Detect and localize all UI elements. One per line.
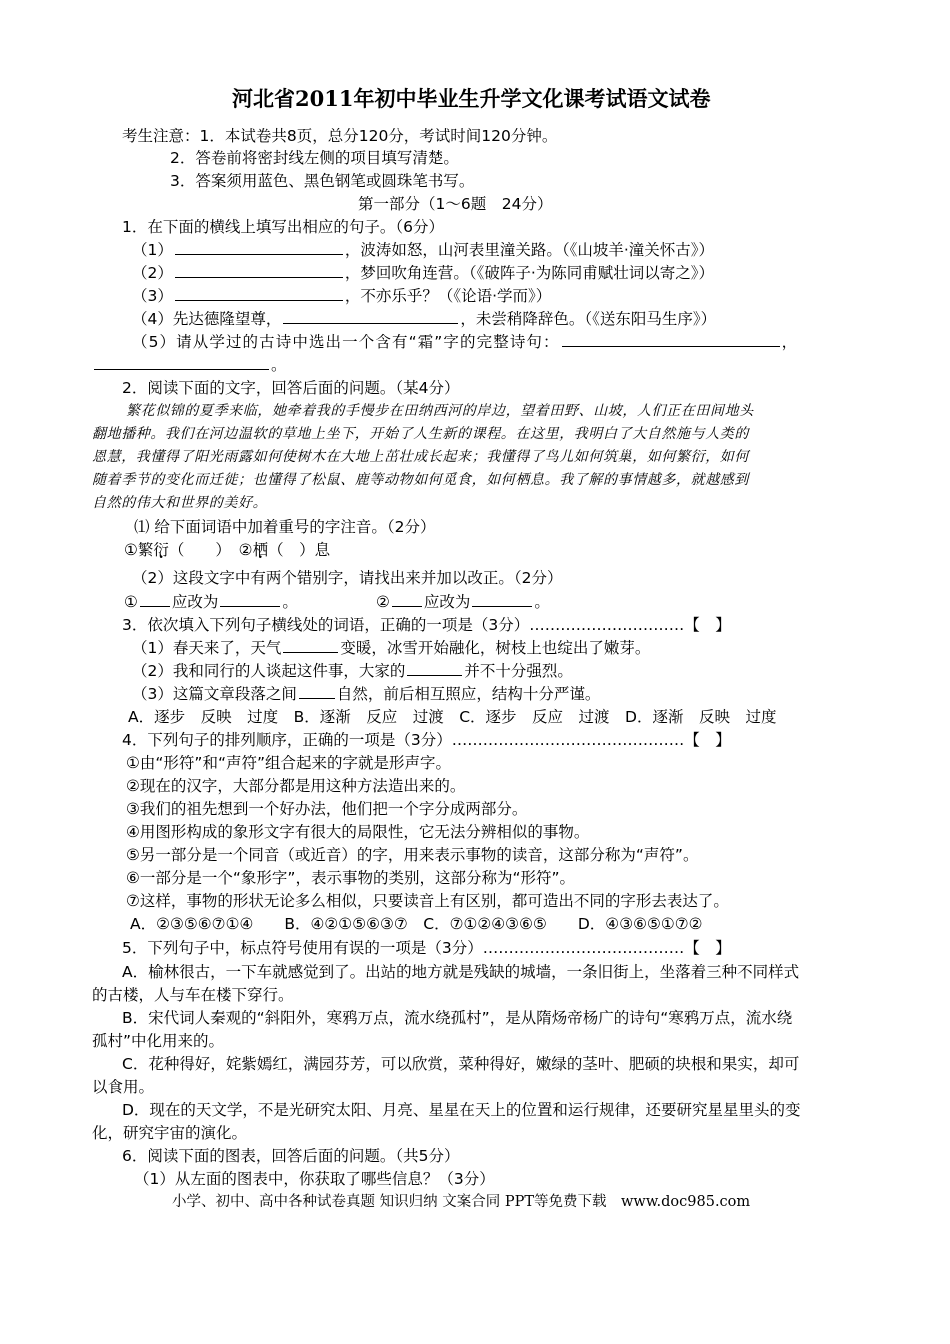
exam-title: 河北省2011年初中毕业生升学文化课考试语文试卷 bbox=[232, 86, 711, 111]
q2-blank-4[interactable] bbox=[472, 591, 532, 607]
q2-passage-4: 随着季节的变化而迁徙；也懂得了松鼠、鹿等动物如何觅食，如何栖息。我了解的事情越多，就越感到 bbox=[92, 472, 749, 488]
q3-blank-1[interactable] bbox=[283, 637, 338, 653]
q2-passage-3: 恩慧，我懂得了阳光雨露如何使树木在大地上茁壮成长起来；我懂得了鸟儿如何筑巢，如何繁衍，如何 bbox=[92, 449, 749, 465]
q1-item-1: （1） ，波涛如怒，山河表里潼关路。（《山坡羊·潼关怀古》） bbox=[132, 241, 715, 259]
q2-blank-2[interactable] bbox=[220, 591, 280, 607]
q5-option-c2: 以食用。 bbox=[92, 1078, 155, 1096]
q1-blank-5[interactable] bbox=[562, 331, 780, 347]
q3-item-2: （2）我和同行的人谈起这件事，大家的 并不十分强烈。 bbox=[132, 662, 573, 680]
q5-option-d1: D．现在的天文学，不是光研究太阳、月亮、星星在天上的位置和运行规律，还要研究星星里头的变 bbox=[122, 1101, 801, 1119]
notice-3: 3．答案须用蓝色、黑色钢笔或圆珠笔书写。 bbox=[170, 172, 475, 190]
q1-stem: 1．在下面的横线上填写出相应的句子。（6分） bbox=[122, 218, 444, 236]
q3-blank-3[interactable] bbox=[299, 683, 335, 699]
q2-stem: 2．阅读下面的文字，回答后面的问题。（某4分） bbox=[122, 379, 460, 397]
part1-heading: 第一部分（1～6题 24分） bbox=[358, 195, 553, 213]
q1-blank-2[interactable] bbox=[175, 262, 343, 278]
footer-ad: 小学、初中、高中各种试卷真题 知识归纳 文案合同 PPT等免费下载 www.doc985.com bbox=[172, 1194, 751, 1210]
q2-sub-2-items: ① 应改为 。 bbox=[124, 593, 298, 611]
q2-sub-2-items-b: ② 应改为 。 bbox=[376, 593, 550, 611]
q4-stem: 4．下列句子的排列顺序，正确的一项是（3分）………………………………………【 】 bbox=[122, 731, 731, 749]
q1-item-4: （4）先达德隆望尊， ，未尝稍降辞色。（《送东阳马生序》） bbox=[132, 310, 717, 328]
q4-sentence-7: ⑦这样，事物的形状无论多么相似，只要读音上有区别，都可造出不同的字形去表达了。 bbox=[126, 892, 729, 910]
q2-passage-5: 自然的伟大和世界的美好。 bbox=[92, 495, 268, 511]
notice-2: 2．答卷前将密封线左侧的项目填写清楚。 bbox=[170, 149, 459, 167]
q1-item-5-cont: 。 bbox=[92, 354, 287, 376]
q3-blank-2[interactable] bbox=[407, 660, 462, 676]
q4-sentence-4: ④用图形构成的象形文字有很大的局限性，它无法分辨相似的事物。 bbox=[126, 823, 590, 841]
q1-blank-1[interactable] bbox=[175, 239, 343, 255]
q5-option-b2: 孤村”中化用来的。 bbox=[92, 1032, 225, 1050]
q1-blank-6[interactable] bbox=[94, 354, 269, 370]
q1-item-5: （5）请从学过的古诗中选出一个含有“霜”字的完整诗句： ， bbox=[132, 333, 799, 351]
q5-option-b1: B．宋代词人秦观的“斜阳外，寒鸦万点，流水绕孤村”，是从隋炀帝杨广的诗句“寒鸦万点，流水绕 bbox=[122, 1009, 793, 1027]
q3-item-1: （1）春天来了，天气 变暖，冰雪开始融化，树枝上也绽出了嫩芽。 bbox=[132, 639, 651, 657]
q5-option-a1: A．榆林很古，一下车就感觉到了。出站的地方就是残缺的城墙，一条旧街上，坐落着三种不同样式 bbox=[122, 963, 800, 981]
notice-1: 考生注意：1．本试卷共8页，总分120分，考试时间120分钟。 bbox=[122, 127, 558, 145]
q5-stem: 5．下列句子中，标点符号使用有误的一项是（3分）…………………………………【 】 bbox=[122, 939, 731, 957]
q5-option-c1: C．花种得好，姹紫嫣红，满园芬芳，可以欣赏，菜种得好，嫩绿的茎叶、肥硕的块根和果实，却可 bbox=[122, 1055, 800, 1073]
q4-sentence-2: ②现在的汉字，大部分都是用这种方法造出来的。 bbox=[126, 777, 466, 795]
q2-blank-1[interactable] bbox=[140, 591, 170, 607]
q2-passage-2: 翻地播种。我们在河边温软的草地上坐下，开始了人生新的课程。在这里，我明白了大自然施与人类的 bbox=[92, 426, 749, 442]
q4-options: A．②③⑤⑥⑦①④ B．④②①⑤⑥③⑦ C．⑦①②④③⑥⑤ D．④③⑥⑤①⑦② bbox=[130, 915, 703, 933]
q2-sub-1: ⑴ 给下面词语中加着重号的字注音。（2分） bbox=[134, 518, 436, 536]
q3-options: A．逐步 反映 过度 B．逐渐 反应 过渡 C．逐步 反应 过渡 D．逐渐 反映 过度 bbox=[128, 708, 777, 726]
q4-sentence-1: ①由“形符”和“声符”组合起来的字就是形声字。 bbox=[126, 754, 452, 772]
q4-sentence-6: ⑥一部分是一个“象形字”，表示事物的类别，这部分称为“形符”。 bbox=[126, 869, 576, 887]
q3-stem: 3．依次填入下列句子横线处的词语，正确的一项是（3分）…………………………【 】 bbox=[122, 616, 731, 634]
q2-sub-1-items: ①繁衍（ ） ②栖（ ）息 bbox=[124, 541, 331, 559]
q1-blank-3[interactable] bbox=[175, 285, 343, 301]
emphasis-char-yan: 衍 bbox=[153, 541, 169, 559]
q4-sentence-5: ⑤另一部分是一个同音（或近音）的字，用来表示事物的读音，这部分称为“声符”。 bbox=[126, 846, 699, 864]
q5-option-d2: 化，研究宇宙的演化。 bbox=[92, 1124, 248, 1142]
q2-passage-1: 繁花似锦的夏季来临，她牵着我的手慢步在田纳西河的岸边，望着田野、山坡，人们正在田间地头 bbox=[126, 403, 754, 419]
q1-item-3: （3） ，不亦乐乎？（《论语·学而》） bbox=[132, 287, 552, 305]
q2-blank-3[interactable] bbox=[392, 591, 422, 607]
q1-blank-4[interactable] bbox=[283, 308, 458, 324]
q5-option-a2: 的古楼，人与车在楼下穿行。 bbox=[92, 986, 294, 1004]
q4-sentence-3: ③我们的祖先想到一个好办法，他们把一个字分成两部分。 bbox=[126, 800, 528, 818]
q1-item-2: （2） ，梦回吹角连营。（《破阵子·为陈同甫赋壮词以寄之》） bbox=[132, 264, 715, 282]
q6-stem: 6．阅读下面的图表，回答后面的问题。（共5分） bbox=[122, 1147, 460, 1165]
q3-item-3: （3）这篇文章段落之间 自然，前后相互照应，结构十分严谨。 bbox=[132, 685, 601, 703]
q2-sub-2: （2）这段文字中有两个错别字，请找出来并加以改正。（2分） bbox=[132, 569, 563, 587]
q6-sub-1: （1）从左面的图表中，你获取了哪些信息？（3分） bbox=[134, 1170, 495, 1188]
emphasis-char-qi: 栖 bbox=[252, 541, 269, 559]
